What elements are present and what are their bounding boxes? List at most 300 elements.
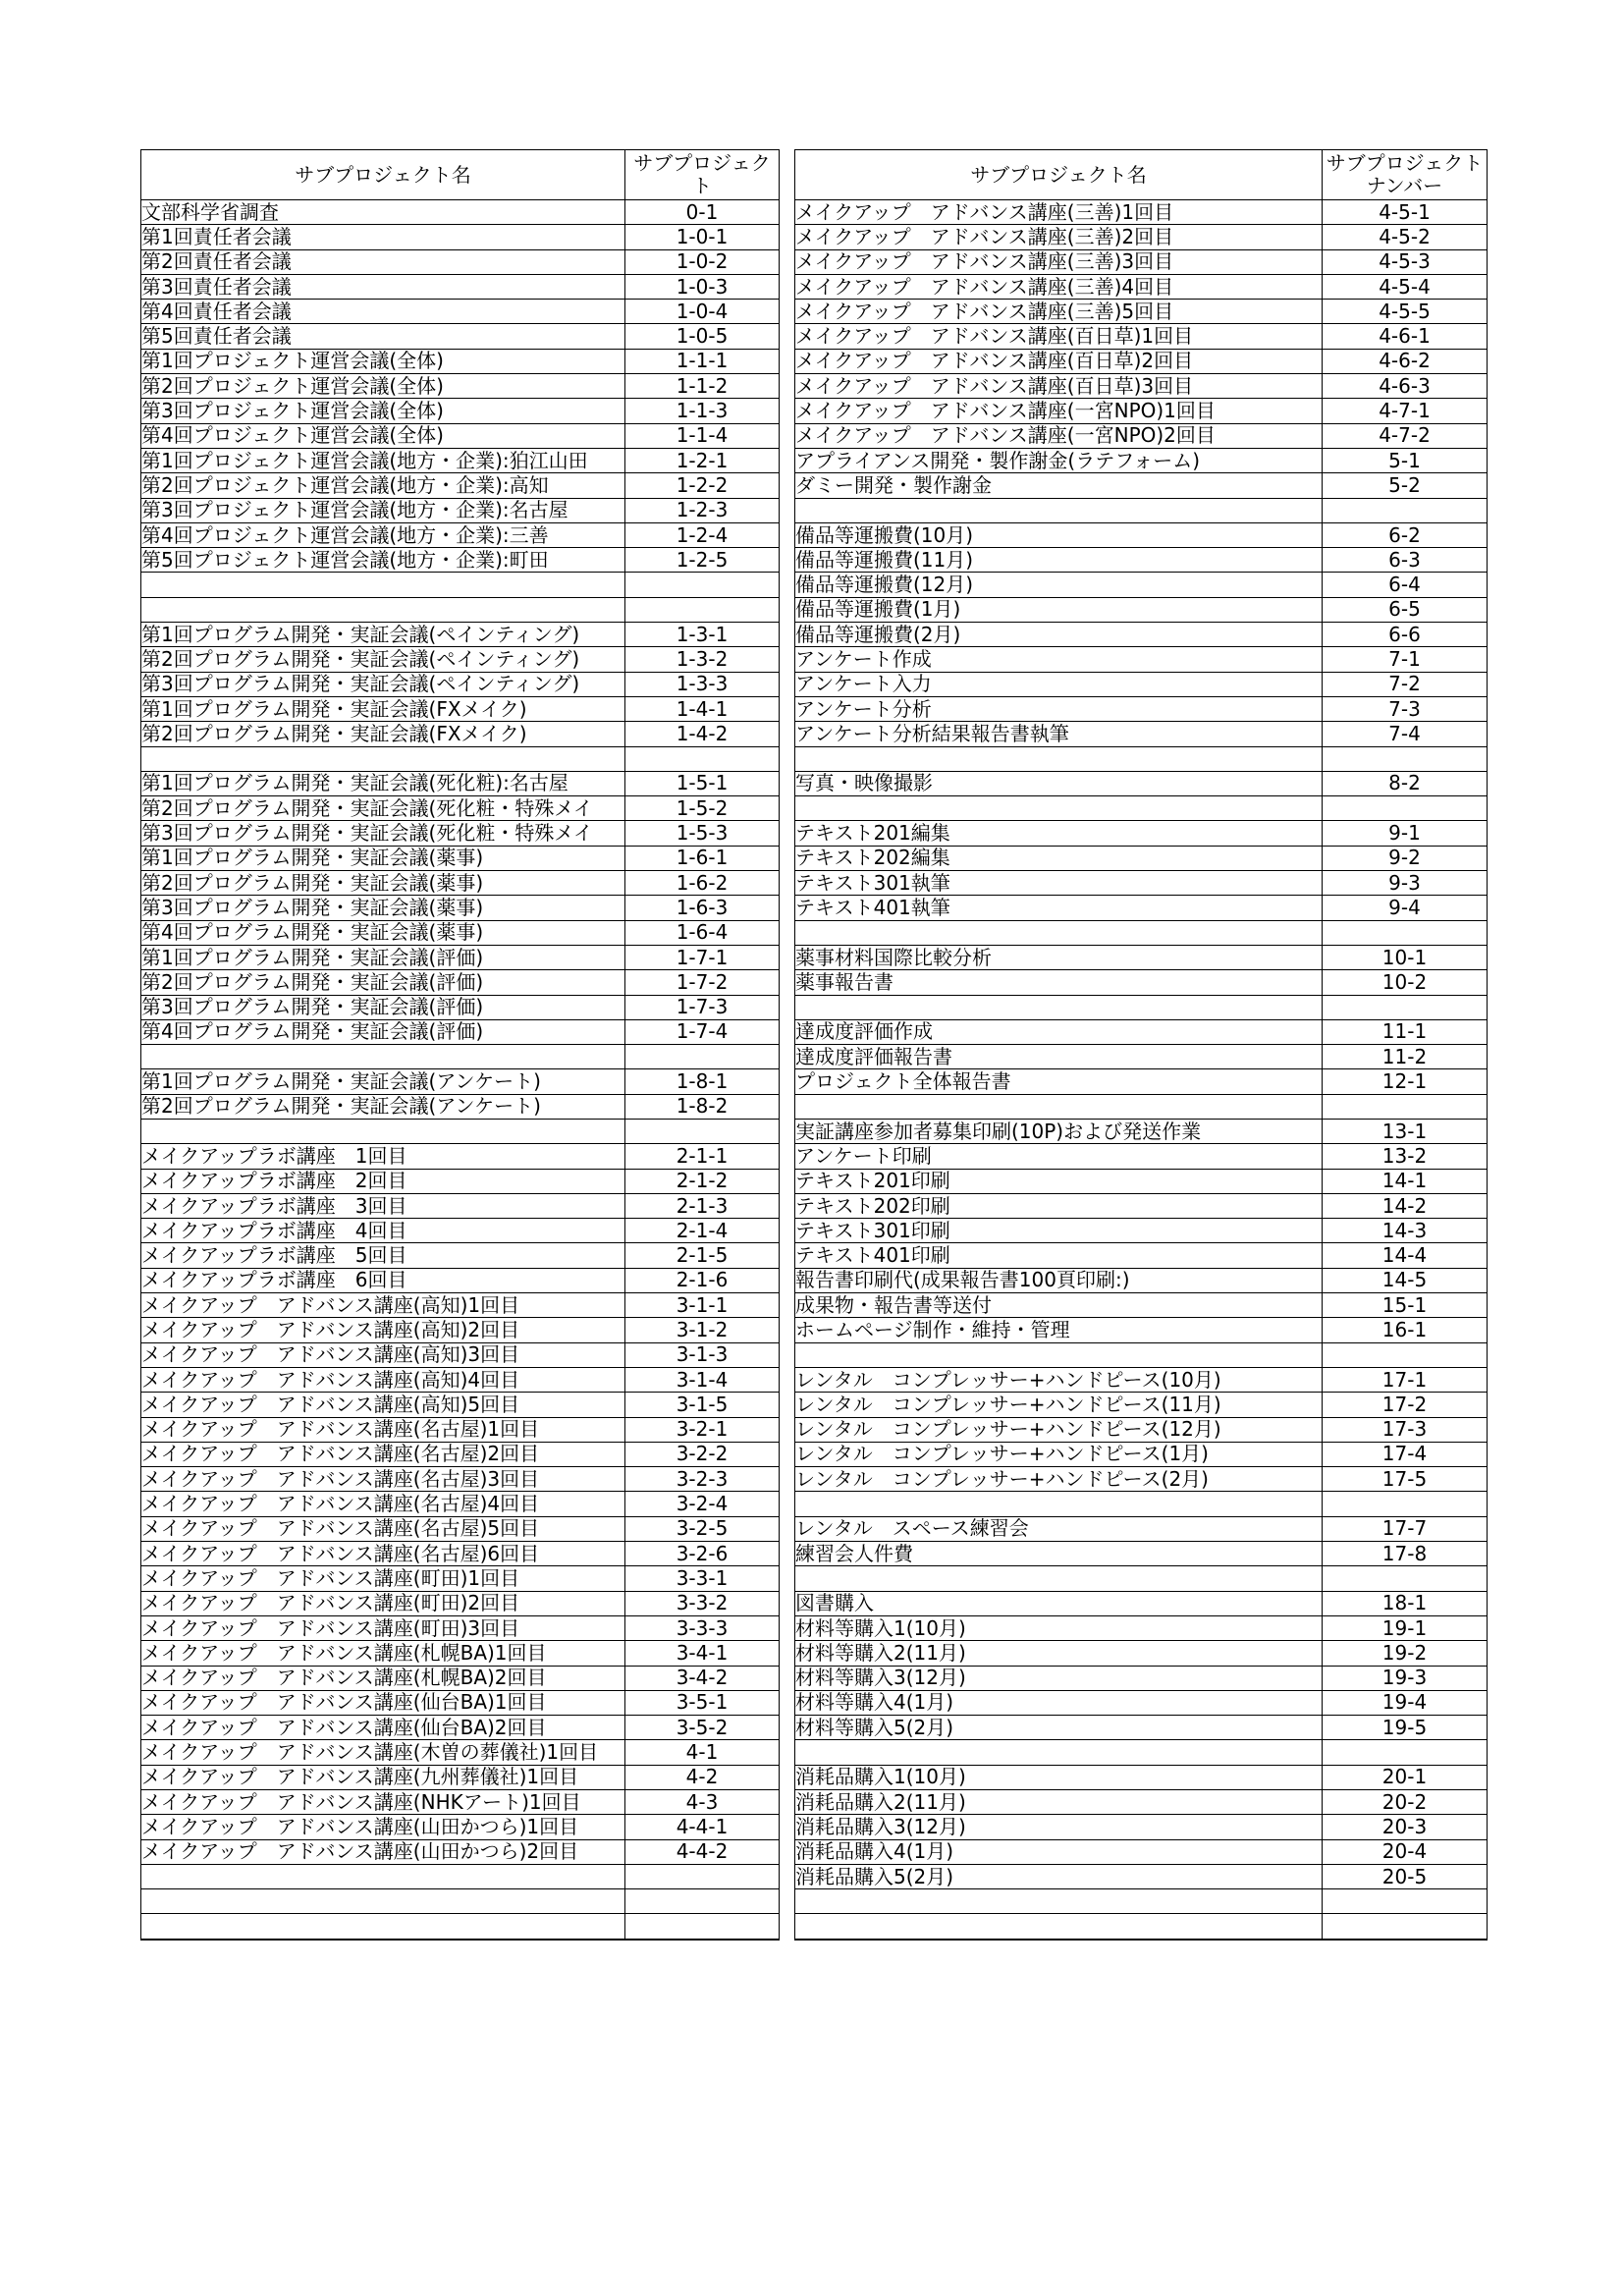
subproject-name-cell: メイクアップ アドバンス講座(名古屋)3回目: [141, 1467, 625, 1492]
table-row: [795, 1019, 1488, 1044]
subproject-name-cell: 消耗品購入5(2月): [795, 1864, 1323, 1888]
table-row: [141, 746, 780, 771]
subproject-number-cell: 19-3: [1323, 1666, 1488, 1690]
subproject-number-cell: 14-1: [1323, 1169, 1488, 1193]
subproject-name-cell: メイクアップ アドバンス講座(百日草)1回目: [795, 324, 1323, 349]
subproject-number-cell: 1-4-2: [625, 722, 780, 746]
table-row: [141, 1094, 780, 1119]
table-row: [141, 349, 780, 373]
table-row: [141, 423, 780, 448]
subproject-name-cell: [795, 498, 1323, 522]
header-subproject-number: サブプロジェクトナンバー: [1323, 150, 1488, 200]
table-row: [141, 1516, 780, 1541]
table-row: [141, 473, 780, 498]
subproject-number-cell: 17-4: [1323, 1442, 1488, 1466]
table-row: [141, 1591, 780, 1615]
table-row: [141, 1342, 780, 1367]
subproject-number-cell: [1323, 796, 1488, 821]
subproject-number-cell: 6-5: [1323, 597, 1488, 622]
subproject-name-cell: メイクアップ アドバンス講座(NHKアート)1回目: [141, 1790, 625, 1815]
table-row: [141, 920, 780, 945]
subproject-name-cell: メイクアップ アドバンス講座(名古屋)5回目: [141, 1516, 625, 1541]
subproject-name-cell: 消耗品購入1(10月): [795, 1765, 1323, 1789]
subproject-number-cell: 4-7-1: [1323, 399, 1488, 423]
subproject-number-cell: 1-2-1: [625, 448, 780, 472]
subproject-name-cell: メイクアップ アドバンス講座(町田)2回目: [141, 1591, 625, 1615]
subproject-name-cell: メイクアップ アドバンス講座(名古屋)4回目: [141, 1492, 625, 1516]
subproject-number-cell: 1-1-3: [625, 399, 780, 423]
subproject-name-cell: 第5回責任者会議: [141, 324, 625, 349]
subproject-name-cell: メイクアップ アドバンス講座(町田)1回目: [141, 1566, 625, 1591]
subproject-number-cell: 1-1-4: [625, 423, 780, 448]
subproject-name-cell: 文部科学省調査: [141, 200, 625, 225]
subproject-number-cell: 19-5: [1323, 1716, 1488, 1740]
subproject-name-cell: [795, 920, 1323, 945]
table-row: [795, 1566, 1488, 1591]
subproject-name-cell: 備品等運搬費(11月): [795, 548, 1323, 573]
subproject-name-cell: アンケート入力: [795, 672, 1323, 696]
table-row: [141, 647, 780, 672]
table-row: [795, 1069, 1488, 1094]
subproject-number-cell: 18-1: [1323, 1591, 1488, 1615]
table-row: [795, 672, 1488, 696]
subproject-number-cell: 4-4-2: [625, 1839, 780, 1864]
table-row: [795, 1367, 1488, 1392]
subproject-number-cell: [625, 1045, 780, 1069]
table-row: [141, 1716, 780, 1740]
subproject-number-cell: [1323, 1889, 1488, 1914]
table-row: [141, 1268, 780, 1292]
subproject-number-cell: 3-4-1: [625, 1641, 780, 1666]
subproject-name-cell: テキスト201印刷: [795, 1169, 1323, 1193]
subproject-name-cell: 第4回プログラム開発・実証会議(薬事): [141, 920, 625, 945]
table-row: [141, 399, 780, 423]
subproject-name-cell: テキスト201編集: [795, 821, 1323, 846]
subproject-number-cell: 9-3: [1323, 871, 1488, 896]
subproject-number-cell: 4-4-1: [625, 1815, 780, 1839]
subproject-number-cell: [1323, 995, 1488, 1019]
subproject-number-cell: 1-7-4: [625, 1019, 780, 1044]
subproject-number-cell: 4-2: [625, 1765, 780, 1789]
table-row: [141, 1069, 780, 1094]
table-row: [141, 1914, 780, 1940]
subproject-number-cell: 12-1: [1323, 1069, 1488, 1094]
table-row: [795, 995, 1488, 1019]
subproject-name-cell: 第2回プログラム開発・実証会議(死化粧・特殊メイ: [141, 796, 625, 821]
table-row: [141, 249, 780, 274]
table-row: [795, 1591, 1488, 1615]
subproject-number-cell: 1-6-1: [625, 846, 780, 870]
subproject-name-cell: 図書購入: [795, 1591, 1323, 1615]
subproject-name-cell: テキスト401印刷: [795, 1243, 1323, 1268]
table-row: [141, 1243, 780, 1268]
subproject-number-cell: 14-4: [1323, 1243, 1488, 1268]
subproject-name-cell: 第4回プロジェクト運営会議(地方・企業):三善: [141, 522, 625, 547]
subproject-name-cell: [795, 1342, 1323, 1367]
subproject-name-cell: [141, 597, 625, 622]
subproject-number-cell: 14-2: [1323, 1193, 1488, 1218]
subproject-name-cell: レンタル コンプレッサー+ハンドピース(10月): [795, 1367, 1323, 1392]
subproject-number-cell: 20-4: [1323, 1839, 1488, 1864]
table-row: [795, 1243, 1488, 1268]
subproject-number-cell: [625, 1864, 780, 1888]
subproject-number-cell: 15-1: [1323, 1293, 1488, 1318]
subproject-name-cell: レンタル コンプレッサー+ハンドピース(11月): [795, 1393, 1323, 1417]
table-row: [795, 970, 1488, 995]
subproject-name-cell: 第5回プロジェクト運営会議(地方・企業):町田: [141, 548, 625, 573]
subproject-number-cell: 4-6-2: [1323, 349, 1488, 373]
table-row: [141, 1293, 780, 1318]
subproject-name-cell: メイクアップ アドバンス講座(一宮NPO)2回目: [795, 423, 1323, 448]
table-row: [795, 647, 1488, 672]
subproject-number-cell: 3-4-2: [625, 1666, 780, 1690]
subproject-name-cell: 第4回プロジェクト運営会議(全体): [141, 423, 625, 448]
subproject-name-cell: [141, 1045, 625, 1069]
subproject-number-cell: 3-1-3: [625, 1342, 780, 1367]
subproject-number-cell: [1323, 498, 1488, 522]
subproject-number-cell: 17-1: [1323, 1367, 1488, 1392]
subproject-name-cell: メイクアップ アドバンス講座(札幌BA)1回目: [141, 1641, 625, 1666]
subproject-number-cell: 2-1-1: [625, 1144, 780, 1169]
subproject-number-cell: [625, 746, 780, 771]
subproject-number-cell: 1-0-2: [625, 249, 780, 274]
table-row: [141, 200, 780, 225]
subproject-name-cell: 第1回プログラム開発・実証会議(死化粧):名古屋: [141, 771, 625, 795]
subproject-name-cell: メイクアップラボ講座 1回目: [141, 1144, 625, 1169]
subproject-name-cell: メイクアップ アドバンス講座(山田かつら)1回目: [141, 1815, 625, 1839]
table-row: [795, 871, 1488, 896]
table-row: [141, 1566, 780, 1591]
subproject-number-cell: 1-2-2: [625, 473, 780, 498]
subproject-name-cell: 実証講座参加者募集印刷(10P)および発送作業: [795, 1119, 1323, 1143]
subproject-name-cell: メイクアップ アドバンス講座(仙台BA)2回目: [141, 1716, 625, 1740]
subproject-number-cell: 17-3: [1323, 1417, 1488, 1442]
table-row: [795, 1542, 1488, 1566]
subproject-number-cell: 5-1: [1323, 448, 1488, 472]
table-row: [141, 1119, 780, 1143]
table-row: [141, 374, 780, 399]
subproject-name-cell: メイクアップ アドバンス講座(三善)3回目: [795, 249, 1323, 274]
table-row: [795, 945, 1488, 969]
table-row: [141, 1219, 780, 1243]
table-row: [141, 1193, 780, 1218]
table-row: [141, 1864, 780, 1888]
subproject-name-cell: 材料等購入1(10月): [795, 1615, 1323, 1640]
table-row: [141, 796, 780, 821]
subproject-name-cell: レンタル コンプレッサー+ハンドピース(2月): [795, 1467, 1323, 1492]
subproject-name-cell: 写真・映像撮影: [795, 771, 1323, 795]
subproject-number-cell: [625, 1889, 780, 1914]
subproject-number-cell: 1-3-3: [625, 672, 780, 696]
subproject-number-cell: 3-1-1: [625, 1293, 780, 1318]
subproject-number-cell: [1323, 1740, 1488, 1765]
subproject-name-cell: ダミー開発・製作謝金: [795, 473, 1323, 498]
table-row: [141, 1045, 780, 1069]
subproject-number-cell: 1-2-4: [625, 522, 780, 547]
subproject-name-cell: 備品等運搬費(1月): [795, 597, 1323, 622]
table-row: [141, 1790, 780, 1815]
subproject-table-right: [794, 149, 1488, 1941]
subproject-name-cell: 第2回プログラム開発・実証会議(評価): [141, 970, 625, 995]
table-row: [795, 448, 1488, 472]
subproject-name-cell: 材料等購入5(2月): [795, 1716, 1323, 1740]
table-row: [141, 573, 780, 597]
subproject-number-cell: 1-0-3: [625, 274, 780, 299]
subproject-number-cell: 1-3-2: [625, 647, 780, 672]
subproject-name-cell: テキスト301執筆: [795, 871, 1323, 896]
subproject-name-cell: メイクアップ アドバンス講座(三善)5回目: [795, 300, 1323, 324]
subproject-name-cell: 第1回プログラム開発・実証会議(薬事): [141, 846, 625, 870]
subproject-name-cell: メイクアップ アドバンス講座(高知)4回目: [141, 1367, 625, 1392]
subproject-name-cell: メイクアップラボ講座 4回目: [141, 1219, 625, 1243]
table-row: [141, 995, 780, 1019]
subproject-name-cell: アンケート作成: [795, 647, 1323, 672]
table-row: [141, 1467, 780, 1492]
subproject-number-cell: 4-5-1: [1323, 200, 1488, 225]
table-row: [141, 274, 780, 299]
table-header-row: [141, 150, 780, 200]
table-row: [795, 1790, 1488, 1815]
header-subproject-name: サブプロジェクト名: [795, 150, 1323, 200]
table-row: [141, 1442, 780, 1466]
table-row: [141, 1690, 780, 1715]
subproject-number-cell: 17-8: [1323, 1542, 1488, 1566]
table-row: [795, 1914, 1488, 1940]
table-row: [795, 1045, 1488, 1069]
subproject-number-cell: 6-3: [1323, 548, 1488, 573]
subproject-number-cell: 3-3-1: [625, 1566, 780, 1591]
subproject-number-cell: 3-1-4: [625, 1367, 780, 1392]
table-row: [795, 573, 1488, 597]
table-row: [795, 1641, 1488, 1666]
subproject-name-cell: [795, 1566, 1323, 1591]
table-row: [141, 498, 780, 522]
subproject-number-cell: [625, 1914, 780, 1940]
subproject-number-cell: 7-3: [1323, 696, 1488, 721]
subproject-number-cell: 16-1: [1323, 1318, 1488, 1342]
table-row: [141, 1839, 780, 1864]
table-row: [795, 1839, 1488, 1864]
table-row: [795, 249, 1488, 274]
table-row: [795, 1864, 1488, 1888]
subproject-name-cell: 成果物・報告書等送付: [795, 1293, 1323, 1318]
table-row: [795, 1193, 1488, 1218]
subproject-name-cell: アンケート分析結果報告書執筆: [795, 722, 1323, 746]
subproject-number-cell: 4-7-2: [1323, 423, 1488, 448]
subproject-name-cell: 第3回プロジェクト運営会議(地方・企業):名古屋: [141, 498, 625, 522]
subproject-name-cell: メイクアップ アドバンス講座(名古屋)1回目: [141, 1417, 625, 1442]
subproject-name-cell: メイクアップラボ講座 2回目: [141, 1169, 625, 1193]
table-row: [141, 1318, 780, 1342]
subproject-number-cell: 19-2: [1323, 1641, 1488, 1666]
subproject-name-cell: 第3回プログラム開発・実証会議(死化粧・特殊メイ: [141, 821, 625, 846]
subproject-number-cell: 1-6-2: [625, 871, 780, 896]
table-row: [795, 1169, 1488, 1193]
subproject-number-cell: 1-5-3: [625, 821, 780, 846]
subproject-name-cell: 第2回プログラム開発・実証会議(アンケート): [141, 1094, 625, 1119]
table-row: [795, 473, 1488, 498]
table-header-row: [795, 150, 1488, 200]
table-row: [141, 871, 780, 896]
subproject-number-cell: 1-2-3: [625, 498, 780, 522]
table-row: [795, 399, 1488, 423]
subproject-name-cell: [141, 573, 625, 597]
subproject-name-cell: 第1回プログラム開発・実証会議(評価): [141, 945, 625, 969]
table-row: [795, 1219, 1488, 1243]
subproject-number-cell: 9-4: [1323, 896, 1488, 920]
subproject-name-cell: 第3回責任者会議: [141, 274, 625, 299]
subproject-number-cell: 6-4: [1323, 573, 1488, 597]
subproject-name-cell: 材料等購入3(12月): [795, 1666, 1323, 1690]
subproject-number-cell: 7-4: [1323, 722, 1488, 746]
subproject-name-cell: メイクアップ アドバンス講座(札幌BA)2回目: [141, 1666, 625, 1690]
subproject-number-cell: 1-7-1: [625, 945, 780, 969]
table-row: [141, 1542, 780, 1566]
subproject-number-cell: 4-5-4: [1323, 274, 1488, 299]
subproject-number-cell: [1323, 746, 1488, 771]
table-row: [795, 1342, 1488, 1367]
subproject-number-cell: 2-1-5: [625, 1243, 780, 1268]
subproject-name-cell: [795, 995, 1323, 1019]
subproject-name-cell: レンタル コンプレッサー+ハンドピース(12月): [795, 1417, 1323, 1442]
table-row: [795, 1716, 1488, 1740]
table-row: [141, 623, 780, 647]
header-subproject-name: サブプロジェクト名: [141, 150, 625, 200]
subproject-name-cell: メイクアップ アドバンス講座(高知)3回目: [141, 1342, 625, 1367]
table-row: [795, 300, 1488, 324]
table-row: [795, 225, 1488, 249]
table-row: [141, 1615, 780, 1640]
table-row: [795, 374, 1488, 399]
table-row: [795, 324, 1488, 349]
table-row: [795, 1516, 1488, 1541]
subproject-number-cell: 1-0-1: [625, 225, 780, 249]
subproject-number-cell: 2-1-3: [625, 1193, 780, 1218]
subproject-number-cell: 13-1: [1323, 1119, 1488, 1143]
subproject-number-cell: 8-2: [1323, 771, 1488, 795]
subproject-name-cell: 第4回プログラム開発・実証会議(評価): [141, 1019, 625, 1044]
table-row: [795, 1765, 1488, 1789]
subproject-number-cell: 9-1: [1323, 821, 1488, 846]
subproject-number-cell: 9-2: [1323, 846, 1488, 870]
subproject-number-cell: 10-1: [1323, 945, 1488, 969]
subproject-number-cell: 1-5-1: [625, 771, 780, 795]
subproject-name-cell: [795, 746, 1323, 771]
subproject-name-cell: メイクアップ アドバンス講座(山田かつら)2回目: [141, 1839, 625, 1864]
subproject-name-cell: 薬事報告書: [795, 970, 1323, 995]
subproject-name-cell: [141, 1119, 625, 1143]
subproject-name-cell: 材料等購入4(1月): [795, 1690, 1323, 1715]
subproject-name-cell: 消耗品購入4(1月): [795, 1839, 1323, 1864]
table-row: [795, 349, 1488, 373]
table-row: [795, 522, 1488, 547]
table-row: [141, 846, 780, 870]
subproject-name-cell: 達成度評価作成: [795, 1019, 1323, 1044]
table-row: [795, 1119, 1488, 1143]
subproject-number-cell: [1323, 920, 1488, 945]
table-row: [141, 970, 780, 995]
subproject-number-cell: 4-1: [625, 1740, 780, 1765]
subproject-name-cell: メイクアップ アドバンス講座(高知)2回目: [141, 1318, 625, 1342]
subproject-number-cell: 11-2: [1323, 1045, 1488, 1069]
subproject-name-cell: 第2回プロジェクト運営会議(全体): [141, 374, 625, 399]
table-row: [795, 896, 1488, 920]
subproject-name-cell: アプライアンス開発・製作謝金(ラテフォーム): [795, 448, 1323, 472]
table-row: [795, 548, 1488, 573]
subproject-name-cell: 第2回プロジェクト運営会議(地方・企業):高知: [141, 473, 625, 498]
subproject-number-cell: 19-4: [1323, 1690, 1488, 1715]
subproject-name-cell: 第2回責任者会議: [141, 249, 625, 274]
table-row: [795, 1666, 1488, 1690]
subproject-name-cell: メイクアップ アドバンス講座(三善)1回目: [795, 200, 1323, 225]
subproject-number-cell: 3-3-2: [625, 1591, 780, 1615]
subproject-name-cell: メイクアップラボ講座 5回目: [141, 1243, 625, 1268]
subproject-number-cell: 1-4-1: [625, 696, 780, 721]
subproject-number-cell: [625, 1119, 780, 1143]
table-row: [141, 597, 780, 622]
subproject-name-cell: テキスト202印刷: [795, 1193, 1323, 1218]
table-row: [141, 945, 780, 969]
subproject-name-cell: メイクアップ アドバンス講座(高知)5回目: [141, 1393, 625, 1417]
subproject-number-cell: 3-2-3: [625, 1467, 780, 1492]
subproject-number-cell: 4-6-1: [1323, 324, 1488, 349]
subproject-number-cell: 20-3: [1323, 1815, 1488, 1839]
subproject-number-cell: 1-7-3: [625, 995, 780, 1019]
table-row: [795, 1740, 1488, 1765]
subproject-number-cell: 1-0-4: [625, 300, 780, 324]
subproject-number-cell: 3-5-1: [625, 1690, 780, 1715]
subproject-name-cell: 第1回プロジェクト運営会議(全体): [141, 349, 625, 373]
subproject-name-cell: レンタル スペース練習会: [795, 1516, 1323, 1541]
subproject-name-cell: メイクアップ アドバンス講座(仙台BA)1回目: [141, 1690, 625, 1715]
subproject-number-cell: 4-3: [625, 1790, 780, 1815]
subproject-number-cell: 1-7-2: [625, 970, 780, 995]
table-row: [141, 1765, 780, 1789]
subproject-name-cell: [141, 1864, 625, 1888]
subproject-number-cell: 1-8-2: [625, 1094, 780, 1119]
subproject-number-cell: 3-5-2: [625, 1716, 780, 1740]
subproject-name-cell: 備品等運搬費(2月): [795, 623, 1323, 647]
subproject-number-cell: 1-1-2: [625, 374, 780, 399]
table-row: [141, 1019, 780, 1044]
table-row: [795, 846, 1488, 870]
subproject-name-cell: 第1回プログラム開発・実証会議(FXメイク): [141, 696, 625, 721]
subproject-name-cell: [795, 1914, 1323, 1940]
table-row: [795, 597, 1488, 622]
subproject-number-cell: 1-5-2: [625, 796, 780, 821]
table-row: [795, 1268, 1488, 1292]
subproject-number-cell: 11-1: [1323, 1019, 1488, 1044]
subproject-number-cell: 20-2: [1323, 1790, 1488, 1815]
subproject-number-cell: 1-6-3: [625, 896, 780, 920]
subproject-number-cell: 1-6-4: [625, 920, 780, 945]
table-row: [141, 1417, 780, 1442]
table-row: [795, 1615, 1488, 1640]
subproject-number-cell: 7-2: [1323, 672, 1488, 696]
subproject-name-cell: 備品等運搬費(12月): [795, 573, 1323, 597]
table-row: [795, 1690, 1488, 1715]
subproject-name-cell: [141, 746, 625, 771]
subproject-number-cell: 1-3-1: [625, 623, 780, 647]
subproject-name-cell: アンケート印刷: [795, 1144, 1323, 1169]
table-row: [795, 771, 1488, 795]
subproject-name-cell: [795, 1492, 1323, 1516]
table-row: [141, 1641, 780, 1666]
subproject-number-cell: 13-2: [1323, 1144, 1488, 1169]
subproject-number-cell: [1323, 1342, 1488, 1367]
subproject-name-cell: 報告書印刷代(成果報告書100頁印刷:): [795, 1268, 1323, 1292]
table-row: [795, 274, 1488, 299]
